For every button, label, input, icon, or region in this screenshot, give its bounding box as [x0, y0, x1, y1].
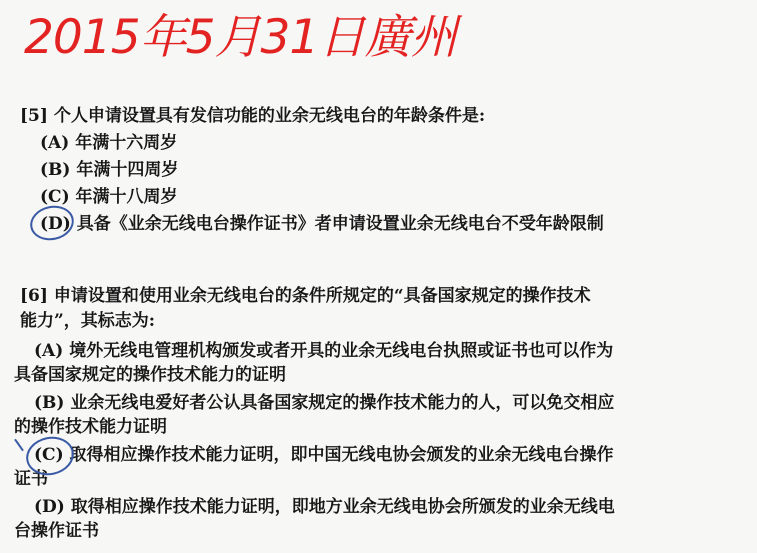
question-6-text-line2: 能力”，其标志为: — [20, 311, 156, 331]
question-5-text: [5] 个人申请设置具有发信功能的业余无线电台的年龄条件是: — [20, 106, 486, 126]
pen-tick-mark — [14, 439, 24, 452]
q5-option-c: (C) 年满十八周岁 — [40, 187, 178, 207]
q6-option-a-line1: (A) 境外无线电管理机构颁发或者开具的业余无线电台执照或证书也可以作为 — [34, 341, 614, 361]
answer-circle-mark — [27, 202, 77, 244]
q5-option-d: (D) 具备《业余无线电台操作证书》者申请设置业余无线电台不受年龄限制 — [40, 214, 604, 234]
q6-option-b-line1: (B) 业余无线电爱好者公认具备国家规定的操作技术能力的人，可以免交相应 — [34, 393, 615, 413]
question-6-text-line1: [6] 申请设置和使用业余无线电台的条件所规定的“具备国家规定的操作技术 — [20, 286, 591, 306]
q6-option-d-line2: 台操作证书 — [14, 521, 99, 541]
q6-option-a-line2: 具备国家规定的操作技术能力的证明 — [14, 365, 286, 385]
q6-option-b-line2: 的操作技术能力证明 — [14, 417, 167, 437]
q6-option-d-line1: (D) 取得相应操作技术能力证明，即地方业余无线电协会所颁发的业余无线电 — [34, 497, 615, 517]
q5-option-a: (A) 年满十六周岁 — [40, 133, 178, 153]
q5-option-b: (B) 年满十四周岁 — [40, 160, 179, 180]
q6-option-c-line2: 证书 — [14, 469, 48, 489]
q6-option-c-line1: (C) 取得相应操作技术能力证明，即中国无线电协会颁发的业余无线电台操作 — [34, 445, 614, 465]
handwritten-date-title: 2015年5月31日廣州 — [24, 10, 457, 65]
